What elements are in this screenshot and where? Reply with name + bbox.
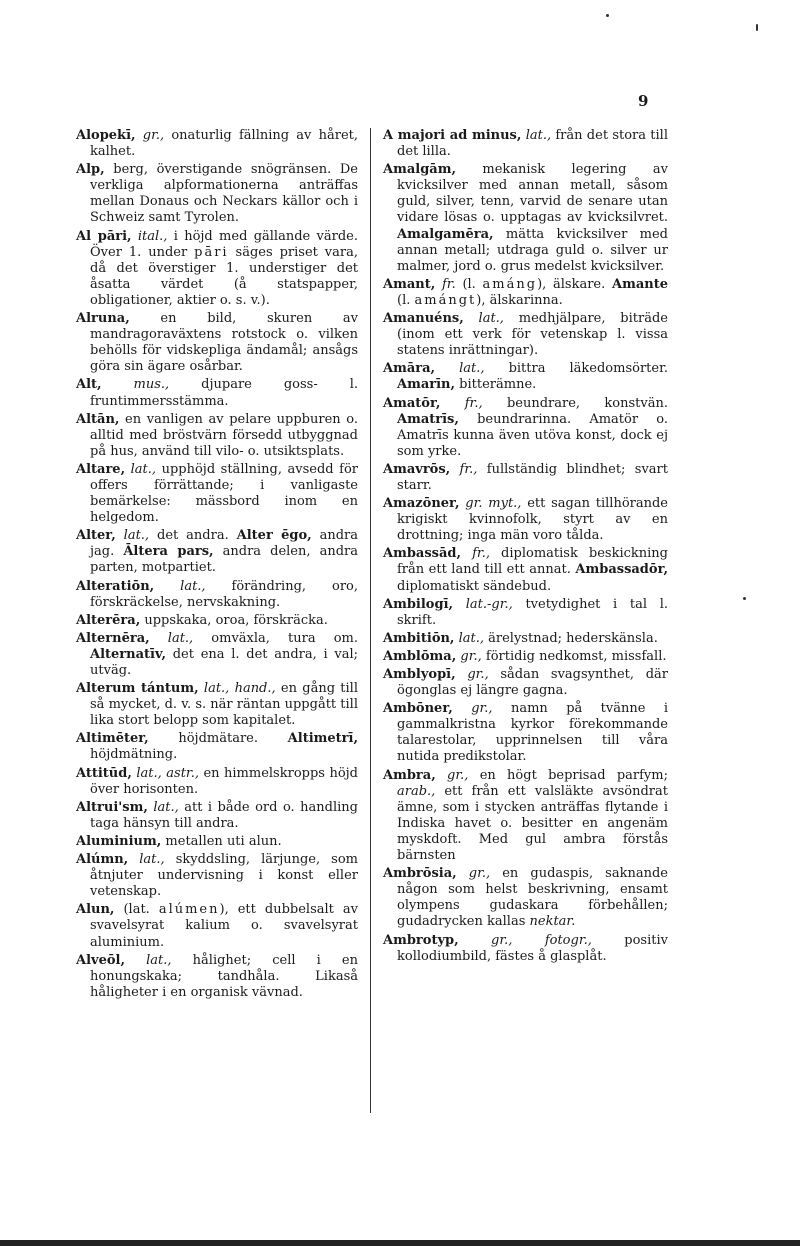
entry-text: bitterämne. <box>455 377 537 393</box>
entry-text <box>459 933 491 948</box>
dictionary-entry <box>76 229 358 309</box>
entry-text: en gång till så mycket, d. v. s. när räntan uppgått till lika stort belopp som kapitalet. <box>90 681 358 729</box>
entry-text <box>136 128 143 143</box>
speck-mark <box>743 597 746 600</box>
entry-text: (l. <box>455 276 483 292</box>
entry-headword: Alp, <box>76 162 105 178</box>
entry-headword: Alterēra, <box>76 612 141 628</box>
entry-language-label: gr., <box>467 667 489 682</box>
entry-text: att i både ord o. handling taga hänsyn till andra. <box>90 799 358 831</box>
entry-headword: Amante <box>612 276 668 292</box>
entry-headword: Alter ēgo, <box>236 528 312 544</box>
dictionary-entry <box>383 277 668 309</box>
entry-language-label: arab., <box>397 783 436 799</box>
left-column <box>76 128 358 1003</box>
entry-language-label: gr., fotogr., <box>491 932 592 948</box>
dictionary-entry <box>383 496 668 544</box>
entry-language-label: fr., <box>459 461 478 477</box>
entry-text <box>154 579 180 594</box>
entry-language-label: mus., <box>133 377 170 393</box>
entry-text: från det stora till det lilla. <box>397 128 668 160</box>
entry-headword: Alveōl, <box>76 952 125 968</box>
entry-headword: Ambassād, <box>383 546 462 562</box>
entry-headword: Ambōner, <box>383 701 453 717</box>
dictionary-entry <box>76 162 358 226</box>
dictionary-entry <box>383 396 668 460</box>
entry-text <box>435 361 459 376</box>
entry-spaced-text: amáng <box>482 276 538 292</box>
entry-text: höjdmätning. <box>90 747 178 763</box>
dictionary-entry <box>76 412 358 460</box>
entry-headword: Altare, <box>76 461 126 477</box>
entry-headword: Alúmn, <box>76 852 129 868</box>
entry-spaced-text: pāri <box>194 244 229 260</box>
dictionary-entry <box>76 128 358 160</box>
entry-text: diplomatiskt sändebud. <box>397 578 552 594</box>
dictionary-entry <box>76 579 358 611</box>
entry-text: säges priset vara, då det överstiger 1. understiger det åsatta värdet (å statspapper, obligationer, aktier o. s. v.). <box>90 244 358 308</box>
page-number: 9 <box>638 92 649 110</box>
entry-text <box>436 768 447 783</box>
entry-text: en högt beprisad parfym; <box>468 767 668 783</box>
entry-text: berg, överstigande snögränsen. De verkliga alpformationerna anträffas mellan Donaus och Neckars källor och i Schweiz samt Tyrolen. <box>90 162 358 226</box>
entry-language-label: gr., <box>142 128 165 143</box>
entry-text <box>440 396 464 411</box>
right-column <box>383 128 668 967</box>
entry-text: beundrare, konstvän. <box>482 395 668 411</box>
entry-headword: Al pāri, <box>76 228 132 244</box>
entry-text: upphöjd ställning, avsedd för offers förrättande; i vanligaste bemärkelse: mässbord inom en helgedom. <box>90 461 358 526</box>
entry-text <box>150 631 168 646</box>
dictionary-entry <box>76 800 358 832</box>
entry-text <box>461 546 472 561</box>
dictionary-entry <box>383 667 668 699</box>
entry-headword: Amalgamēra, <box>397 226 494 242</box>
entry-text: en himmelskropps höjd över horisonten. <box>90 765 358 797</box>
entry-headword: Ambrōsia, <box>383 866 457 882</box>
entry-text <box>435 277 442 292</box>
entry-text: mätta kvicksilver med annan metall; utdraga guld o. silver ur malmer, jord o. grus medelst kvicksilver. <box>397 226 668 274</box>
scan-edge <box>0 1240 800 1246</box>
entry-headword: Alopekī, <box>76 128 136 143</box>
dictionary-entry <box>383 649 668 665</box>
entry-headword: Altrui'sm, <box>76 799 148 815</box>
dictionary-entry <box>76 528 358 576</box>
entry-language-label: gr., <box>447 767 469 783</box>
dictionary-entry <box>383 597 668 629</box>
entry-headword: Alter, <box>76 528 116 544</box>
entry-text: ), älskarinna. <box>476 292 563 308</box>
entry-text: ), älskare. <box>537 276 612 292</box>
entry-language-label: gr., <box>468 866 491 882</box>
entry-text: diplomatisk beskickning från ett land till ett annat. <box>397 546 668 578</box>
column-divider <box>370 128 371 1113</box>
entry-language-label: nektar. <box>529 914 576 930</box>
entry-headword: Amāra, <box>383 361 436 377</box>
entry-headword: Ambilogī, <box>383 596 454 612</box>
entry-text: beundrarinna. Amatör o. Amatrīs kunna även utöva konst, dock ej som yrke. <box>397 411 668 459</box>
entry-text: djupare goss- l. fruntimmersstämma. <box>90 377 358 409</box>
entry-text <box>125 953 146 968</box>
entry-language-label: lat., <box>130 461 157 477</box>
entry-spaced-text: amángt <box>414 292 477 308</box>
entry-headword: Altān, <box>76 411 120 427</box>
dictionary-entry <box>76 834 358 850</box>
entry-language-label: gr. myt., <box>465 496 522 512</box>
entry-headword: Alterum tántum, <box>76 681 199 697</box>
entry-text: fullständig blindhet; svart starr. <box>397 461 668 493</box>
entry-language-label: fr., <box>472 546 490 562</box>
dictionary-entry <box>76 311 358 375</box>
entry-language-label: lat., <box>153 799 179 815</box>
entry-text: en bild, skuren av mandragoraväxtens rotstock o. vilken behölls för vidskepliga ändamål; ansågs göra sin ägare osårbar. <box>90 311 358 375</box>
entry-text: metallen uti alun. <box>161 833 282 849</box>
entry-text <box>116 528 124 543</box>
dictionary-entry <box>383 631 668 647</box>
entry-headword: A majori ad minus, <box>383 128 522 143</box>
entry-text: skyddsling, lärjunge, som åtnjuter undervisning i konst eller vetenskap. <box>90 852 358 900</box>
entry-headword: Amavrōs, <box>383 461 451 477</box>
entry-text: andra delen, andra parten, motpartiet. <box>90 544 358 576</box>
entry-language-label: gr., <box>460 648 482 664</box>
entry-headword: Amblōma, <box>383 648 457 664</box>
dictionary-entry <box>76 681 358 729</box>
entry-headword: Alt, <box>76 377 102 393</box>
entry-text: mekanisk legering av kvicksilver med annan metall, såsom guld, silver, tenn, varvid de senare utan vidare lösas o. upptagas av kvicksilvret. <box>397 162 668 226</box>
speck-right <box>756 24 758 31</box>
entry-language-label: lat., <box>123 528 150 544</box>
entry-language-label: lat.-gr., <box>465 596 513 612</box>
entry-text <box>453 701 471 716</box>
entry-headword: Attitūd, <box>76 765 132 781</box>
entry-text: (lat. <box>114 902 159 918</box>
entry-language-label: gr., <box>471 701 493 717</box>
entry-text: uppskaka, oroa, förskräcka. <box>140 612 328 628</box>
entry-language-label: fr., <box>464 395 483 411</box>
entry-text: medhjälpare, biträde (inom ett verk för vetenskap l. vissa statens inrättningar). <box>397 311 668 359</box>
entry-headword: Alternatīv, <box>90 646 166 662</box>
entry-headword: Ambra, <box>383 767 436 783</box>
entry-headword: Altimetrī, <box>287 731 358 747</box>
entry-language-label: lat., <box>458 630 485 646</box>
entry-text: ett från ett valsläkte avsöndrat ämne, som i stycken anträffas flytande i Indiska havet o. besitter en angenäm myskdoft. Med gul ambra förstås bärnsten <box>397 783 668 864</box>
entry-text: det andra. <box>149 528 237 544</box>
entry-text <box>456 667 468 682</box>
entry-headword: Ambitiōn, <box>383 630 455 646</box>
entry-language-label: lat., <box>459 361 485 377</box>
entry-text <box>102 377 134 392</box>
entry-text: onaturlig fällning av håret, kalhet. <box>90 128 359 160</box>
dictionary-entry <box>76 766 358 798</box>
entry-headword: Amant, <box>383 276 436 292</box>
entry-headword: Alruna, <box>76 311 130 327</box>
entry-language-label: lat., <box>146 952 172 968</box>
entry-headword: Alternēra, <box>76 630 150 646</box>
entry-headword: Āltera pars, <box>123 544 214 560</box>
entry-language-label: fr. <box>441 276 456 292</box>
entry-text: ett sagan tillhörande krigiskt kvinnofolk, styrt av en drottning; inga män voro tålda. <box>397 496 668 544</box>
entry-headword: Aluminium, <box>76 833 162 849</box>
entry-language-label: lat., <box>180 578 206 594</box>
entry-text: hålighet; cell i en honungskaka; tandhåla. Likaså håligheter i en organisk vävnad. <box>90 952 358 1000</box>
entry-text <box>457 866 469 881</box>
entry-text <box>128 852 139 867</box>
entry-text: sådan svagsynthet, där ögonglas ej längre gagna. <box>397 667 668 699</box>
entry-text: en vanligen av pelare uppburen o. alltid med bröstvärn försedd utbyggnad på hus, använd till vilo- o. utsiktsplats. <box>90 411 358 459</box>
entry-headword: Amanuéns, <box>383 311 464 327</box>
entry-headword: Alun, <box>76 902 115 918</box>
entry-language-label: lat., <box>478 311 504 327</box>
entry-headword: Ambassadōr, <box>575 562 668 578</box>
entry-text: ärelystnad; hederskänsla. <box>484 630 658 646</box>
entry-headword: Amblyopī, <box>383 667 456 682</box>
entry-headword: Amarīn, <box>397 377 456 393</box>
entry-language-label: lat., astr., <box>136 765 199 781</box>
entry-headword: Altimēter, <box>76 731 149 747</box>
entry-language-label: lat., hand., <box>203 681 276 697</box>
entry-text <box>464 311 479 326</box>
dictionary-entry <box>383 866 668 930</box>
dictionary-entry <box>76 953 358 1001</box>
entry-text: omväxla, tura om. <box>193 630 358 646</box>
entry-text: ), ett dubbelsalt av svavelsyrat kalium o. svavelsyrat aluminium. <box>90 902 358 950</box>
entry-text: bittra läkedomsörter. <box>484 361 668 377</box>
entry-text: positiv kollodiumbild, fästes å glasplåt. <box>397 932 668 964</box>
entry-text: förändring, oro, förskräckelse, nervskakning. <box>90 578 359 610</box>
dictionary-entry <box>383 128 668 160</box>
entry-text <box>453 597 466 612</box>
dictionary-entry <box>383 462 668 494</box>
dictionary-entry <box>76 462 358 526</box>
dictionary-entry <box>383 162 668 275</box>
entry-text <box>450 462 459 477</box>
dictionary-entry <box>383 546 668 594</box>
speck-top <box>606 14 609 17</box>
dictionary-entry <box>76 377 358 409</box>
dictionary-entry <box>383 311 668 359</box>
entry-language-label: ital., <box>137 228 168 244</box>
entry-language-label: lat., <box>167 630 194 646</box>
dictionary-entry <box>383 361 668 393</box>
entry-headword: Amazōner, <box>383 496 460 512</box>
entry-text: tvetydighet i tal l. skrift. <box>397 596 668 628</box>
entry-text: förtidig nedkomst, missfall. <box>481 648 667 664</box>
dictionary-entry <box>76 852 358 900</box>
entry-text: det ena l. det andra, i val; utväg. <box>90 646 358 678</box>
dictionary-entry <box>383 701 668 765</box>
entry-text: i höjd med gällande värde. Över 1. under <box>90 228 358 260</box>
entry-headword: Amatōr, <box>383 395 441 411</box>
entry-headword: Ambrotyp, <box>383 932 459 948</box>
dictionary-entry <box>76 731 358 763</box>
entry-text: höjdmätare. <box>148 731 288 747</box>
entry-language-label: lat., <box>525 128 552 143</box>
entry-text: andra jag. <box>90 528 359 560</box>
entry-headword: Alteratiōn, <box>76 578 155 594</box>
entry-language-label: lat., <box>139 852 165 868</box>
entry-headword: Amatrīs, <box>397 411 459 427</box>
entry-text: en gudaspis, saknande någon som helst beskrivning, ensamt olympens gudaskara förbehållen; gudadrycken kallas <box>397 866 668 930</box>
entry-headword: Amalgām, <box>383 162 456 178</box>
dictionary-entry <box>76 902 358 950</box>
dictionary-entry <box>76 631 358 679</box>
entry-spaced-text: alúmen <box>158 902 220 918</box>
entry-text: namn på tvänne i gammalkristna kyrkor förekommande talarestolar, upprinnelsen till våra nutida predikstolar. <box>397 701 669 765</box>
dictionary-entry <box>383 933 668 965</box>
dictionary-entry <box>383 768 668 865</box>
dictionary-entry <box>76 613 358 629</box>
entry-text: (l. <box>397 292 415 308</box>
